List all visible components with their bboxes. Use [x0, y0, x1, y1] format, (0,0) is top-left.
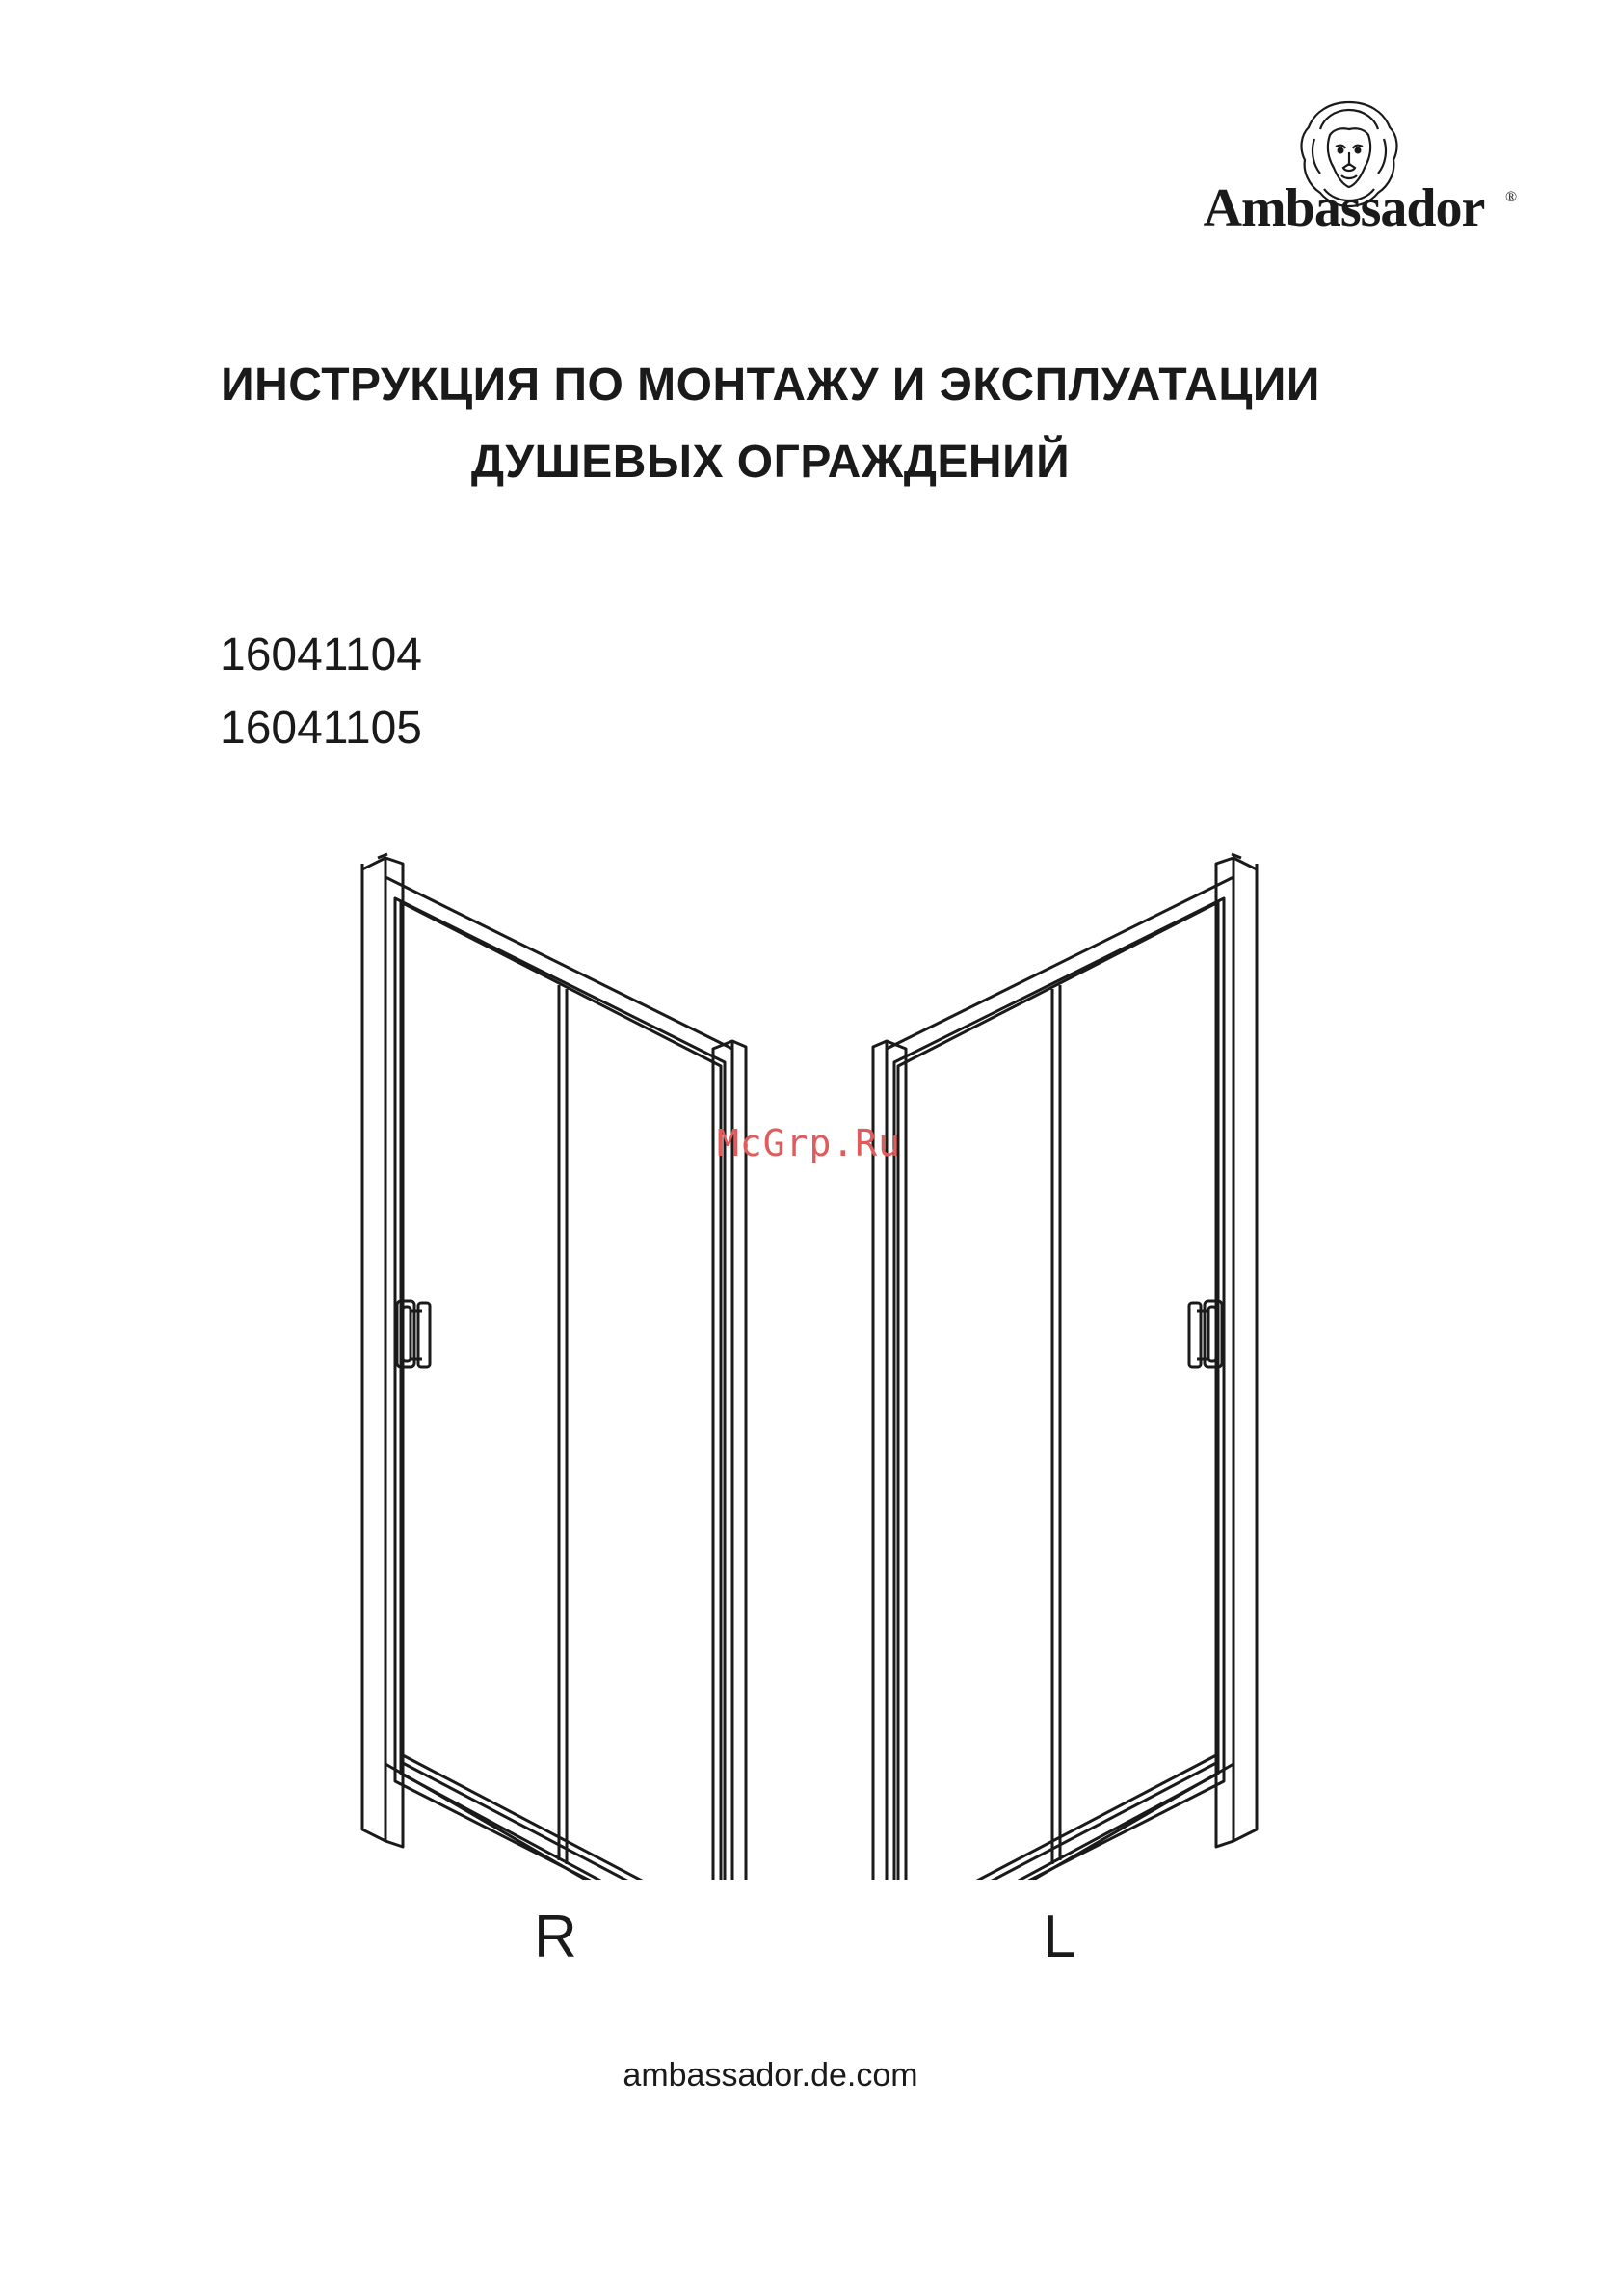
variant-label-right: R [534, 1904, 577, 1970]
variant-label-left: L [1043, 1904, 1076, 1970]
watermark: McGrp.Ru [717, 1122, 902, 1164]
enclosure-right-variant [362, 854, 746, 1880]
model-code-1: 16041104 [220, 629, 422, 681]
website-link[interactable]: ambassador.de.com [623, 2057, 918, 2094]
shower-enclosure-illustration [347, 839, 1272, 1880]
brand-logo [1178, 96, 1525, 241]
model-code-2: 16041105 [220, 703, 422, 754]
brand-name: Ambassador [1203, 178, 1485, 238]
registered-mark: ® [1505, 189, 1518, 205]
document-title-line-2: ДУШЕВЫХ ОГРАЖДЕНИЙ [470, 437, 1071, 488]
enclosure-left-variant [873, 854, 1257, 1880]
document-title-line-1: ИНСТРУКЦИЯ ПО МОНТАЖУ И ЭКСПЛУАТАЦИИ [221, 360, 1320, 411]
